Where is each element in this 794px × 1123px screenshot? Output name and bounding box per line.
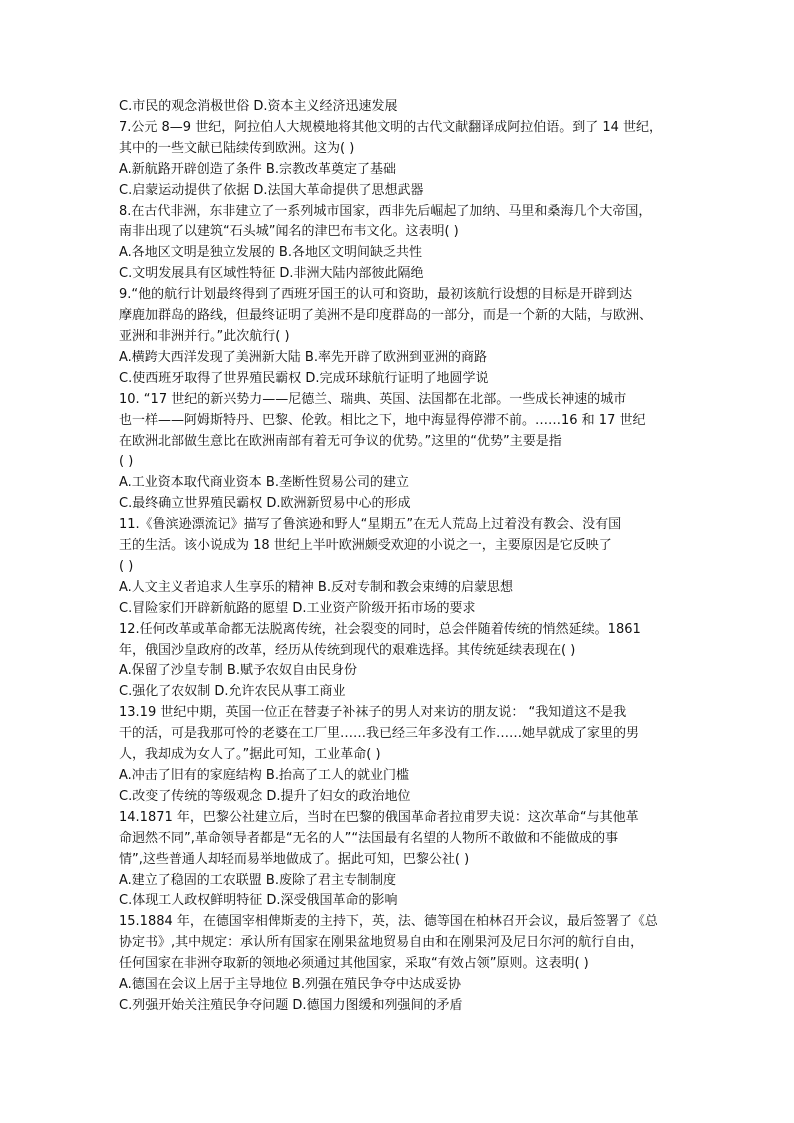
question-stem: 11.《鲁滨逊漂流记》描写了鲁滨逊和野人“星期五”在无人荒岛上过着没有教会、没有国 <box>119 517 622 533</box>
option-line: C.市民的观念消极世俗 D.资本主义经济迅速发展 <box>119 99 398 114</box>
question-stem: 年，俄国沙皇政府的改革，经历从传统到现代的艰难选择。其传统延续表现在( ) <box>119 642 576 658</box>
question-6-tail <box>119 97 684 118</box>
question-8 <box>119 202 684 286</box>
option-line: A.建立了稳固的工农联盟 B.废除了君主专制制度 <box>119 872 396 888</box>
question-stem: 9.“他的航行计划最终得到了西班牙国王的认可和资助，最初该航行设想的目标是开辟到达 <box>119 287 633 303</box>
option-line: A.保留了沙皇专制 B.赋予农奴自由民身份 <box>119 663 357 679</box>
option-line: A.德国在会议上居于主导地位 B.列强在殖民争夺中达成妥协 <box>119 977 461 993</box>
question-14 <box>119 808 684 913</box>
question-stem: 情”,这些普通人却轻而易举地做成了。据此可知，巴黎公社( ) <box>119 851 470 867</box>
question-stem: 摩鹿加群岛的路线，但最终证明了美洲不是印度群岛的一部分，而是一个新的大陆，与欧洲、 <box>119 308 653 324</box>
option-line: C.启蒙运动提供了依据 D.法国大革命提供了思想武器 <box>119 182 424 198</box>
option-line: C.体现工人政权鲜明特征 D.深受俄国革命的影响 <box>119 893 398 909</box>
question-stem: 14.1871 年，巴黎公社建立后，当时在巴黎的俄国革命者拉甫罗夫说：这次革命“与其他革 <box>119 809 639 825</box>
question-stem: 13.19 世纪中期，英国一位正在替妻子补袜子的男人对来访的朋友说： “我知道这不是我 <box>119 705 627 721</box>
question-stem: 王的生活。该小说成为 18 世纪上半叶欧洲颇受欢迎的小说之一，主要原因是它反映了 <box>119 538 612 554</box>
question-stem: 任何国家在非洲夺取新的领地必须通过其他国家，采取“有效占领”原则。这表明( ) <box>119 956 589 972</box>
option-line: A.人文主义者追求人生享乐的精神 B.反对专制和教会束缚的启蒙思想 <box>119 579 513 595</box>
question-9 <box>119 285 684 390</box>
question-stem: ( ) <box>119 558 134 574</box>
question-stem: 命迥然不同”,革命领导者都是“无名的人”“法国最有名望的人物所不敢做和不能做成的事 <box>119 830 619 846</box>
option-line: A.冲击了旧有的家庭结构 B.抬高了工人的就业门槛 <box>119 768 409 783</box>
option-line: C.强化了农奴制 D.允许农民从事工商业 <box>119 684 346 700</box>
option-line: C.改变了传统的等级观念 D.提升了妇女的政治地位 <box>119 788 411 804</box>
question-stem: 干的活，可是我那可怜的老婆在工厂里……我已经三年多没有工作……她早就成了家里的男 <box>119 726 640 742</box>
question-stem: 其中的一些文献已陆续传到欧洲。这为( ) <box>119 140 355 156</box>
question-stem: 在欧洲北部做生意比在欧洲南部有着无可争议的优势。”这里的“优势”主要是指 <box>119 433 562 449</box>
option-line: C.最终确立世界殖民霸权 D.欧洲新贸易中心的形成 <box>119 496 411 512</box>
option-line: C.冒险家们开辟新航路的愿望 D.工业资产阶级开拓市场的要求 <box>119 600 476 616</box>
question-13 <box>119 703 684 808</box>
question-stem: 12.任何改革或革命都无法脱离传统，社会裂变的同时，总会伴随着传统的悄然延续。1861 <box>119 621 641 637</box>
question-stem: 南非出现了以建筑“石头城”闻名的津巴布韦文化。这表明( ) <box>119 224 459 240</box>
question-stem: 人，我却成为女人了。”据此可知，工业革命( ) <box>119 747 381 763</box>
option-line: C.文明发展具有区域性特征 D.非洲大陆内部彼此隔绝 <box>119 266 424 282</box>
option-line: A.横跨大西洋发现了美洲新大陆 B.率先开辟了欧洲到亚洲的商路 <box>119 349 487 365</box>
question-10 <box>119 390 684 515</box>
option-line: C.列强开始关注殖民争夺问题 D.德国力图缓和列强间的矛盾 <box>119 997 463 1013</box>
question-stem: ( ) <box>119 454 134 470</box>
question-15 <box>119 912 684 1017</box>
question-11 <box>119 515 684 620</box>
question-stem: 7.公元 8—9 世纪，阿拉伯人大规模地将其他文明的古代文献翻译成阿拉伯语。到了 14 世纪， <box>119 119 663 135</box>
question-stem: 也一样——阿姆斯特丹、巴黎、伦敦。相比之下，地中海显得停滞不前。……16 和 17 世纪 <box>119 412 646 428</box>
question-stem: 亚洲和非洲并行。”此次航行( ) <box>119 328 290 344</box>
question-stem: 协定书》,其中规定：承认所有国家在刚果盆地贸易自由和在刚果河及尼日尔河的航行自由， <box>119 935 644 951</box>
question-12 <box>119 620 684 704</box>
exam-page <box>119 97 684 1017</box>
option-line: A.新航路开辟创造了条件 B.宗教改革奠定了基础 <box>119 161 396 177</box>
option-line: A.各地区文明是独立发展的 B.各地区文明间缺乏共性 <box>119 245 422 261</box>
question-stem: 15.1884 年，在德国宰相俾斯麦的主持下，英，法、德等国在柏林召开会议，最后签署了《总 <box>119 914 658 930</box>
option-line: A.工业资本取代商业资本 B.垄断性贸易公司的建立 <box>119 475 409 491</box>
question-7 <box>119 118 684 202</box>
option-line: C.使西班牙取得了世界殖民霸权 D.完成环球航行证明了地圆学说 <box>119 370 489 386</box>
question-stem: 8.在古代非洲，东非建立了一系列城市国家，西非先后崛起了加纳、马里和桑海几个大帝国， <box>119 203 652 219</box>
question-stem: 10. “17 世纪的新兴势力——尼德兰、瑞典、英国、法国都在北部。一些成长神速的城市 <box>119 391 627 407</box>
